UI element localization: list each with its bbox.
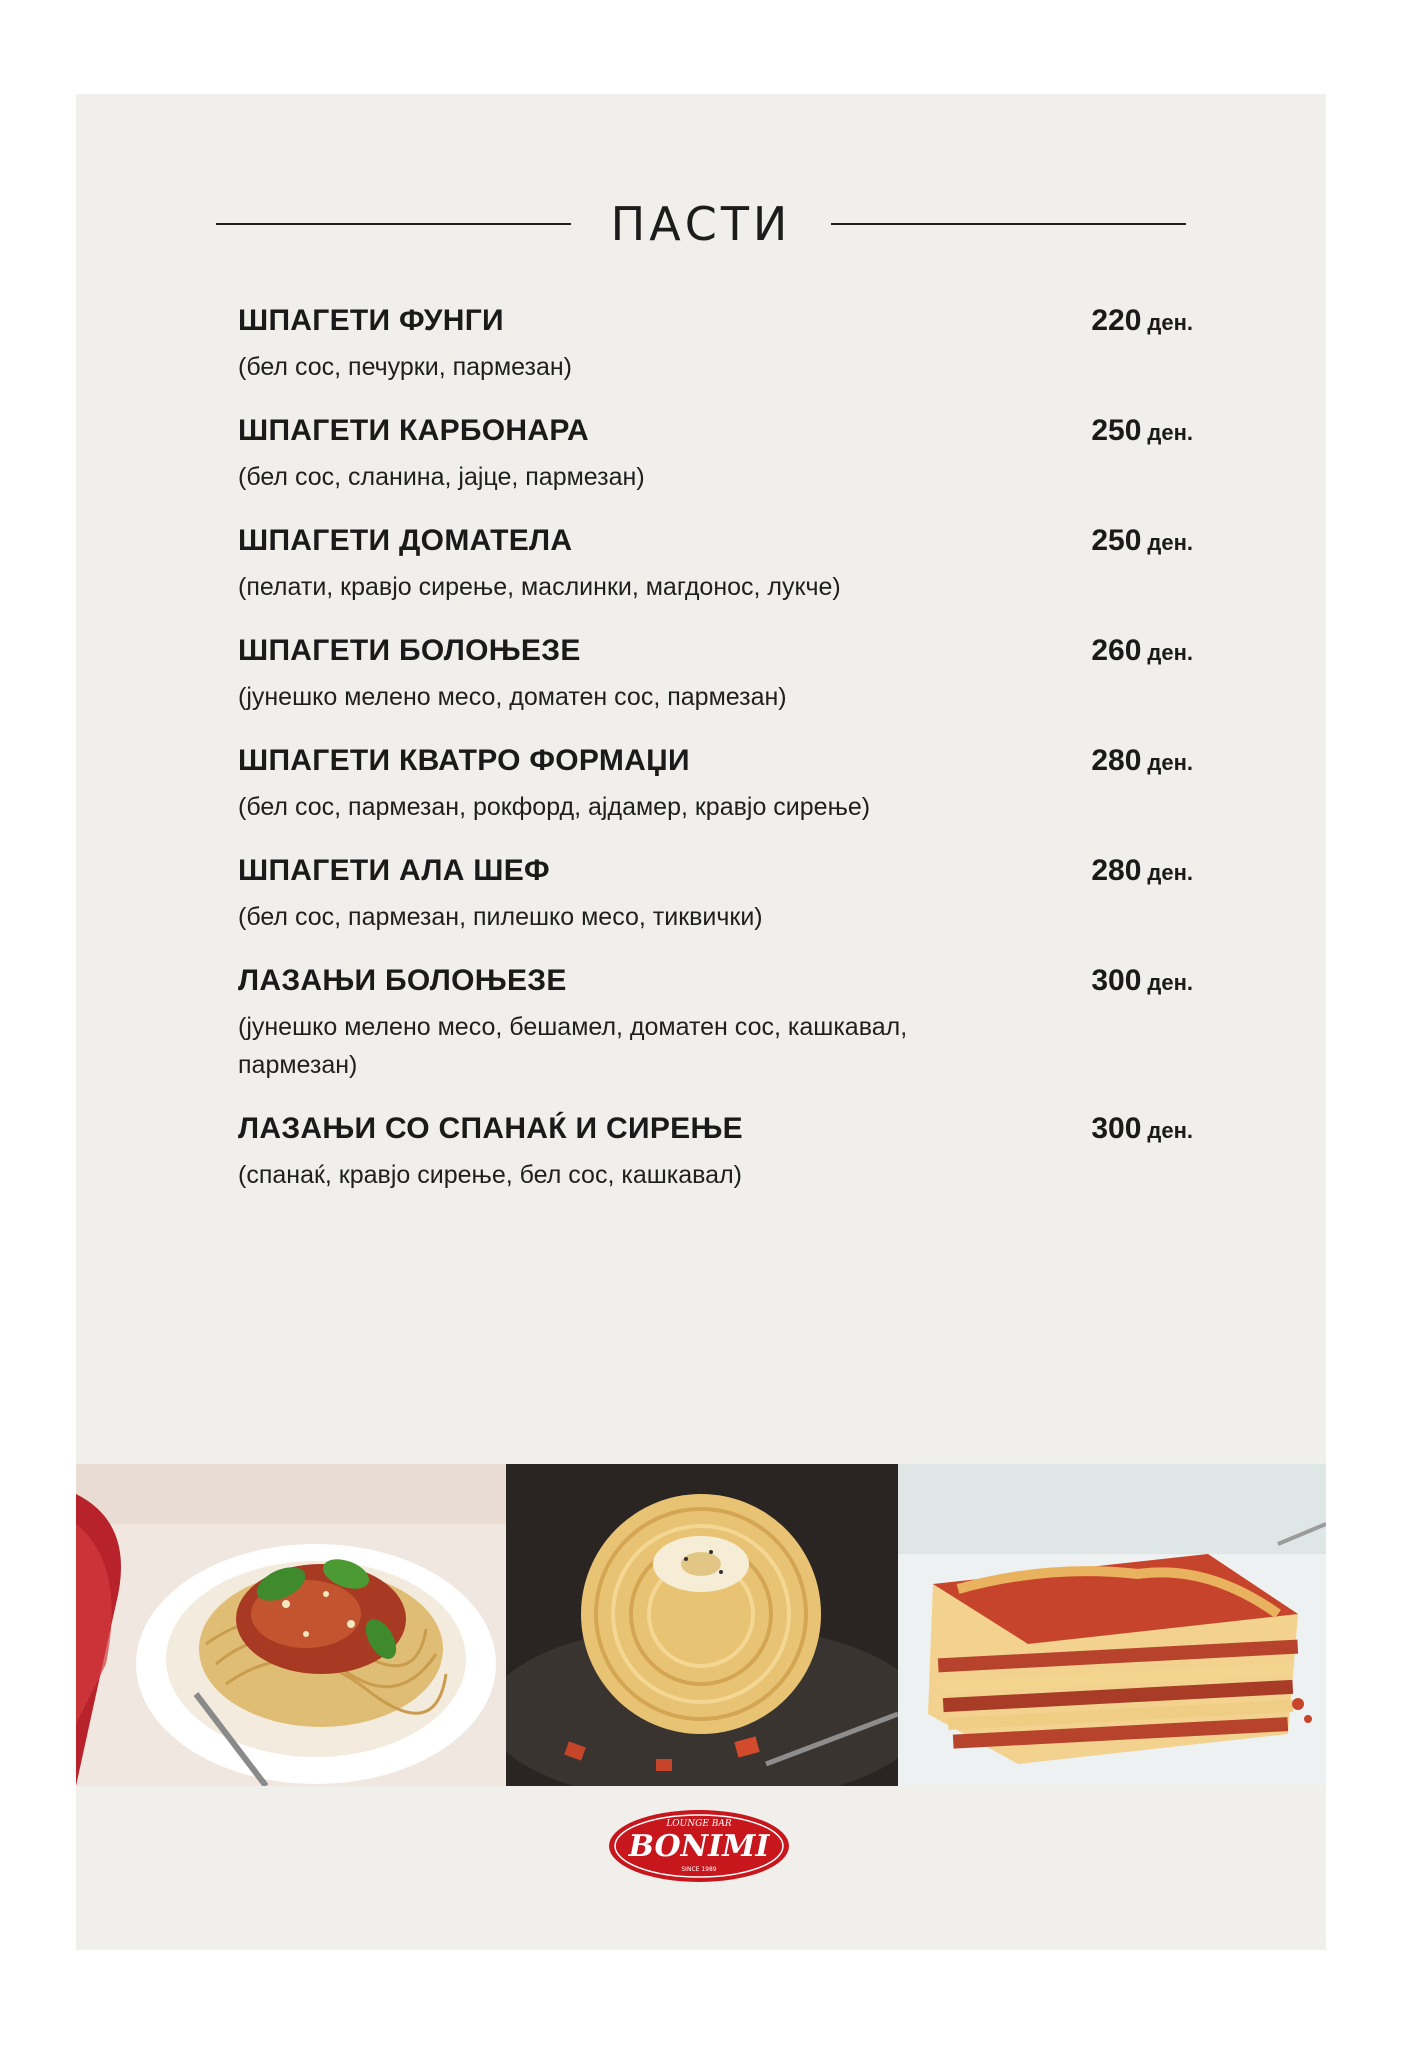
price-value: 220 <box>1091 304 1142 337</box>
price-unit: ден. <box>1147 970 1193 995</box>
bonimi-logo <box>606 1806 792 1886</box>
item-description: (бел сос, пармезан, пилешко месо, тиквички) <box>238 903 763 931</box>
svg-text:LOUNGE BAR: LOUNGE BAR <box>666 1819 732 1829</box>
item-name: ЛАЗАЊИ БОЛОЊЕЗЕ <box>238 964 567 997</box>
price-unit: ден. <box>1147 530 1193 555</box>
item-description: (бел сос, пармезан, рокфорд, ајдамер, кравјо сирење) <box>238 793 871 821</box>
price-value: 300 <box>1091 1112 1142 1145</box>
spaghetti-bolognese-photo <box>76 1464 506 1786</box>
menu-item <box>238 744 1193 826</box>
price-unit: ден. <box>1147 310 1193 335</box>
heading-rule-right <box>831 223 1186 225</box>
lasagna-photo <box>898 1464 1326 1786</box>
item-description: (бел сос, печурки, пармезан) <box>238 353 572 381</box>
item-description: (спанаќ, кравјо сирење, бел сос, кашкавал) <box>238 1161 742 1189</box>
item-description: (јунешко мелено месо, доматен сос, пармезан) <box>238 683 787 711</box>
menu-item <box>238 304 1193 386</box>
svg-text:BONIMI: BONIMI <box>628 1829 770 1864</box>
price-value: 280 <box>1091 744 1142 777</box>
menu-item <box>238 854 1193 936</box>
item-description: (јунешко мелено месо, бешамел, доматен сос, кашкавал, пармезан) <box>238 1013 908 1079</box>
menu-item <box>238 964 1193 1084</box>
item-price <box>1091 524 1193 558</box>
item-price <box>1091 1112 1193 1146</box>
price-value: 250 <box>1091 524 1142 557</box>
item-name: ШПАГЕТИ КАРБОНАРА <box>238 414 589 447</box>
section-title: ПАСТИ <box>610 197 792 251</box>
menu-item <box>238 1112 1193 1194</box>
photo-strip <box>76 1464 1326 1786</box>
price-unit: ден. <box>1147 1118 1193 1143</box>
spaghetti-nest-photo <box>506 1464 898 1786</box>
heading-rule-left <box>216 223 571 225</box>
item-name: ШПАГЕТИ БОЛОЊЕЗЕ <box>238 634 581 667</box>
price-value: 280 <box>1091 854 1142 887</box>
item-price <box>1091 854 1193 888</box>
price-value: 260 <box>1091 634 1142 667</box>
menu-page <box>76 94 1326 1950</box>
svg-text:SINCE 1989: SINCE 1989 <box>681 1866 717 1873</box>
item-name: ЛАЗАЊИ СО СПАНАЌ И СИРЕЊЕ <box>238 1112 743 1145</box>
section-heading <box>216 194 1186 254</box>
menu-item <box>238 634 1193 716</box>
price-unit: ден. <box>1147 420 1193 445</box>
item-price <box>1091 634 1193 668</box>
item-description: (пелати, кравјо сирење, маслинки, магдонос, лукче) <box>238 573 841 601</box>
price-value: 250 <box>1091 414 1142 447</box>
item-name: ШПАГЕТИ КВАТРО ФОРМАЏИ <box>238 744 690 777</box>
menu-item <box>238 414 1193 496</box>
item-description: (бел сос, сланина, јајце, пармезан) <box>238 463 645 491</box>
item-name: ШПАГЕТИ ФУНГИ <box>238 304 504 337</box>
item-price <box>1091 744 1193 778</box>
item-price <box>1091 414 1193 448</box>
price-unit: ден. <box>1147 640 1193 665</box>
item-name: ШПАГЕТИ ДОМАТЕЛА <box>238 524 573 557</box>
price-value: 300 <box>1091 964 1142 997</box>
item-price <box>1091 304 1193 338</box>
item-name: ШПАГЕТИ АЛА ШЕФ <box>238 854 550 887</box>
menu-item <box>238 524 1193 606</box>
price-unit: ден. <box>1147 750 1193 775</box>
price-unit: ден. <box>1147 860 1193 885</box>
item-price <box>1091 964 1193 998</box>
